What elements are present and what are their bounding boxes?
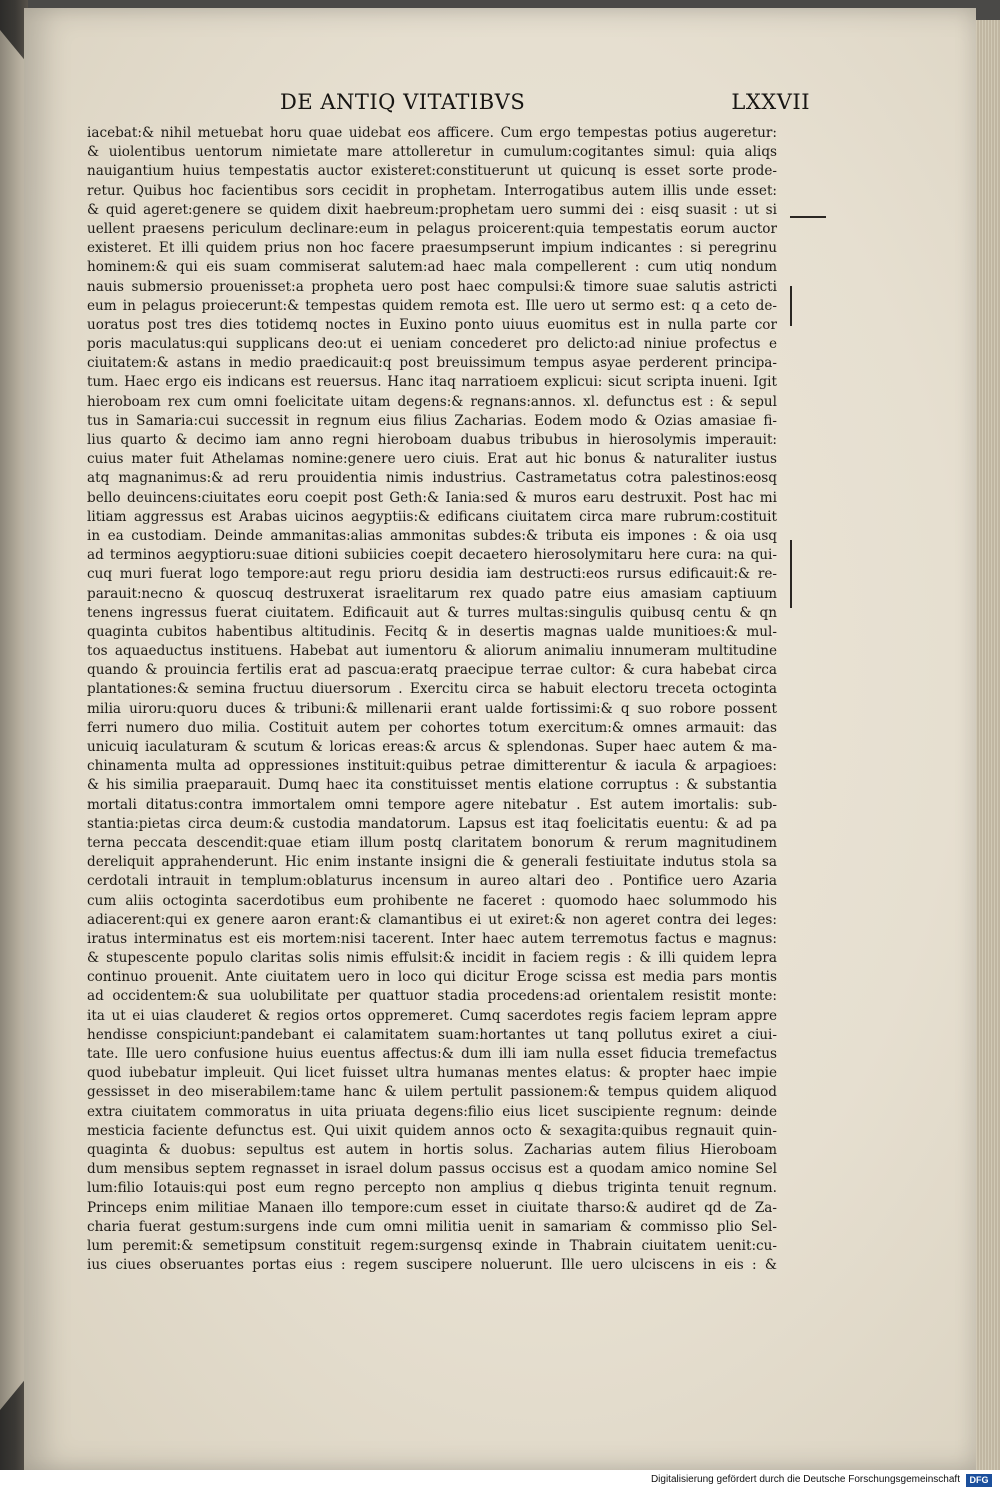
margin-mark [790, 286, 792, 326]
text-line: eum in pelagus proiecerunt:& tempestas quidem remota est. Ille uero ut sermo est: q a ceto de- [87, 297, 777, 314]
text-line: ad terminos aegyptioru:suae ditioni subiicies coepit decaetero hierosolymitaru here cura: na qui- [87, 547, 777, 564]
text-line: quaginta cubitos habentibus altitudinis. Fecitq & in desertis magnas ualde munitioes:& mul- [87, 623, 777, 640]
text-line: & his similia praeparauit. Dumq haec ita constituisset mentis elatione corruptus : & substantia [87, 777, 777, 794]
margin-mark [790, 216, 826, 218]
text-line: uoratus post tres dies totidemq noctes in Euxino ponto uiuus euomitus est in nulla parte cor [87, 316, 777, 333]
text-line: ius ciues obseruantes portas eius : regem suscipere noluerunt. Ille uero ulciscens in eis : & [87, 1257, 777, 1274]
text-line: cuius mater fuit Athelamas nomine:genere uero ciuis. Erat aut hic bonus & naturaliter iustus [87, 451, 777, 468]
text-line: plantationes:& semina fructuu diuersorum . Exercitu circa se habuit electoru treceta octoginta [87, 681, 777, 698]
text-line: iratus interminatus est eis mortem:nisi tacerent. Inter haec autem terremotus factus e magnus: [87, 930, 777, 947]
text-line: lius quarto & decimo iam anno regni hieroboam duabus tribubus in hierosolymis imperauit: [87, 432, 777, 448]
text-line: nauis submersio prouenisset:a propheta uero post haec compulsi:& timore suae salutis astricti [87, 278, 777, 295]
text-line: dum mensibus septem regnasset in israel dolum passus occisus est a quodam amico nomine Sel [87, 1161, 777, 1178]
running-title: DE ANTIQ VITATIBVS [280, 90, 526, 114]
text-line: & quid ageret:genere se quidem dixit haebreum:prophetam uero summi dei : eisq suasit : ut si [87, 201, 777, 218]
text-line: tum. Haec ergo eis indicans est reuersus. Hanc itaq narratioem explicui: sicut scripta inueni. Igit [87, 374, 777, 391]
text-line: quaginta & duobus: sepultus est autem in hortis solus. Zacharias autem filius Hieroboam [87, 1141, 777, 1158]
text-line: uellent praesens periculum declinare:eum in pelagus proicerent:quia tempestatis eorum auctor [87, 220, 777, 237]
funding-credit: Digitalisierung gefördert durch die Deutsche Forschungsgemeinschaft [650, 1474, 960, 1485]
text-line: & uiolentibus uentorum nimietate mare attolleretur in cumulum:cogitantes simul: quia aliqs [87, 144, 777, 161]
text-line: litiam aggressus est Arabas uicinos aegyptiis:& edificans ciuitatem circa mare rubrum:costituit [87, 508, 777, 525]
text-line: tenens ingressus fuerat ciuitatem. Edificauit aut & turres multas:singulis quibusq centu & qn [87, 604, 777, 621]
text-line: adiacerent:qui ex genere aaron erant:& clamantibus ei ut exiret:& non ageret contra dei leges: [87, 911, 777, 928]
text-line: nauigantium huius tempestatis auctor existeret:constituerunt ut quicunq is esset sorte prode- [87, 163, 777, 180]
text-line: hominem:& qui eis suam commiserat salutem:ad haec mala compellerent : cum utiq nondum [87, 259, 777, 276]
text-line: quando & prouincia fertilis erat ad pascua:eratq praecipue terrae cultor: & cura habebat circa [87, 662, 777, 679]
folio-number: LXXVII [731, 90, 810, 114]
text-line: stantia:pietas circa deum:& custodia mandatorum. Lapsus est itaq foelicitatis euentu: & ad pa [87, 815, 777, 832]
text-line: tos aquaeductus instituens. Habebat aut iumentoru & aliorum animaliu innumeram multitudine [87, 643, 777, 660]
text-line: iacebat:& nihil metuebat horu quae uidebat eos afficere. Cum ergo tempestas potius augeretur: [87, 125, 777, 141]
text-line: retur. Quibus hoc facientibus sors cecidit in prophetam. Interrogatibus autem illis unde esset: [87, 182, 777, 199]
text-line: lum:filio Iotauis:qui post eum regno percepto non amplius q diebus triginta tenuit regnum. [87, 1180, 777, 1197]
text-line: poris maculatus:qui supplicans deo:ut ei ueniam concederet pro delicto:ad niniue profectus e [87, 336, 777, 353]
text-line: charia fuerat gestum:surgens inde cum omni militia uenit in samariam & commisso plio Sel- [87, 1218, 777, 1235]
text-line: dereliquit apprahenderunt. Hic enim instante insigni die & generali festiuitate indutus stola sa [87, 854, 777, 871]
digitization-footer [0, 1470, 1000, 1492]
text-line: extra ciuitatem commoratus in uita priuata degens:filio eius licet suscipiente regnum: deinde [87, 1103, 777, 1120]
body-text [87, 124, 777, 1275]
margin-mark [790, 540, 792, 608]
text-line: cuq muri fuerat logo tempore:aut regu prioru desidia iam destructi:eos rursus edificauit:& re- [87, 566, 777, 583]
text-line: tate. Ille uero confusione huius euentus affectus:& dum illi iam nulla esset fiducia tremefactus [87, 1046, 777, 1062]
text-line: continuo prouenit. Ante ciuitatem uero in loco qui dicitur Eroge scissa est media pars montis [87, 969, 777, 986]
text-line: Princeps enim militiae Manaen illo tempore:cum esset in ciuitate tharso:& audiret qd de Za- [87, 1199, 777, 1216]
text-line: hieroboam rex cum omni foelicitate uitam degens:& regnans:annos. xl. defunctus est : & sepul [87, 393, 777, 410]
text-line: existeret. Et illi quidem prius non hoc facere praesumpserunt impium indicantes : si peregrinu [87, 240, 777, 257]
text-line: mesticia faciente defunctus est. Qui uixit quidem annos octo & sexagita:quibus regnauit quin- [87, 1122, 777, 1139]
text-line: ciuitatem:& astans in medio praedicauit:q post breuissimum tempus asyae perderent principa- [87, 355, 777, 372]
text-line: parauit:necno & quoscuq destruxerat israelitarum rex quado patre eius amasiam captiuum [87, 585, 777, 602]
text-line: cum aliis octoginta sacerdotibus eum prohibente ne faceret : quomodo haec solummodo his [87, 892, 777, 909]
text-line: mortali ditatus:contra immortalem omni tempore agere nitebatur . Est autem imortalis: sub- [87, 796, 777, 813]
text-line: unicuiq iaculaturam & scutum & loricas ereas:& arcus & splendonas. Super haec autem & ma- [87, 739, 777, 755]
text-line: & stupescente populo claritas solis nimis effulsit:& incidit in faciem regis : & illi quidem lepra [87, 950, 777, 967]
text-line: lum peremit:& semetipsum constituit regem:surgensq exinde in Thabrain ciuitatem uenit:cu- [87, 1237, 777, 1254]
text-line: milia uiroru:quoru duces & tribuni:& millenarii erant ualde fortissimi:& q suo robore possent [87, 700, 777, 717]
text-line: in ea custodiam. Deinde ammanitas:alias ammonitas subdes:& tributa eis impones : & oia usq [87, 527, 777, 544]
text-line: atq magnanimus:& ad reru prouidentia nimis industrius. Castrametatus cotra palestinos:eosq [87, 470, 777, 487]
text-line: tus in Samaria:cui successit in regnum eius filius Zacharias. Eodem modo & Ozias amasiae fi- [87, 412, 777, 429]
dfg-logo: DFG [966, 1474, 992, 1487]
page-header [280, 90, 810, 124]
text-line: quod iubebatur impleuit. Qui licet fuisset ultra humanas mentes elatus: & propter haec impie [87, 1065, 777, 1082]
text-line: ita ut ei uias clauderet & regios ortos oppremeret. Cumq sacerdotes regis faciem lepram appre [87, 1007, 777, 1024]
text-line: ferri numero duo milia. Costituit autem per cohortes totum exercitum:& omnes armauit: das [87, 719, 777, 736]
text-line: terna peccata descendit:quae etiam illum postq claritatem bonorum & rerum magnitudinem [87, 834, 777, 851]
text-line: chinamenta multa ad oppressiones instituit:quibus petrae dimitterentur & iacula & arpagioes: [87, 758, 777, 775]
page-stack-edge [972, 20, 1000, 1470]
text-line: hendisse conspiciunt:pandebant ei calamitatem suam:hortantes ut tanq pollutus exiret a ciui- [87, 1026, 777, 1043]
text-line: gessisset in deo miserabilem:tame hanc & uilem pertulit passionem:& tempus quidem aliquod [87, 1084, 777, 1101]
text-line: ad occidentem:& sua uolubilitate per quattuor stadia procedens:ad orientalem resistit monte: [87, 988, 777, 1005]
text-line: cerdotali intrauit in templum:oblaturus incensum in aureo altari deo . Pontifice uero Azaria [87, 873, 777, 890]
text-line: bello deuincens:ciuitates eoru coepit post Geth:& Iania:sed & muros earu destruxit. Post hac mi [87, 489, 777, 506]
